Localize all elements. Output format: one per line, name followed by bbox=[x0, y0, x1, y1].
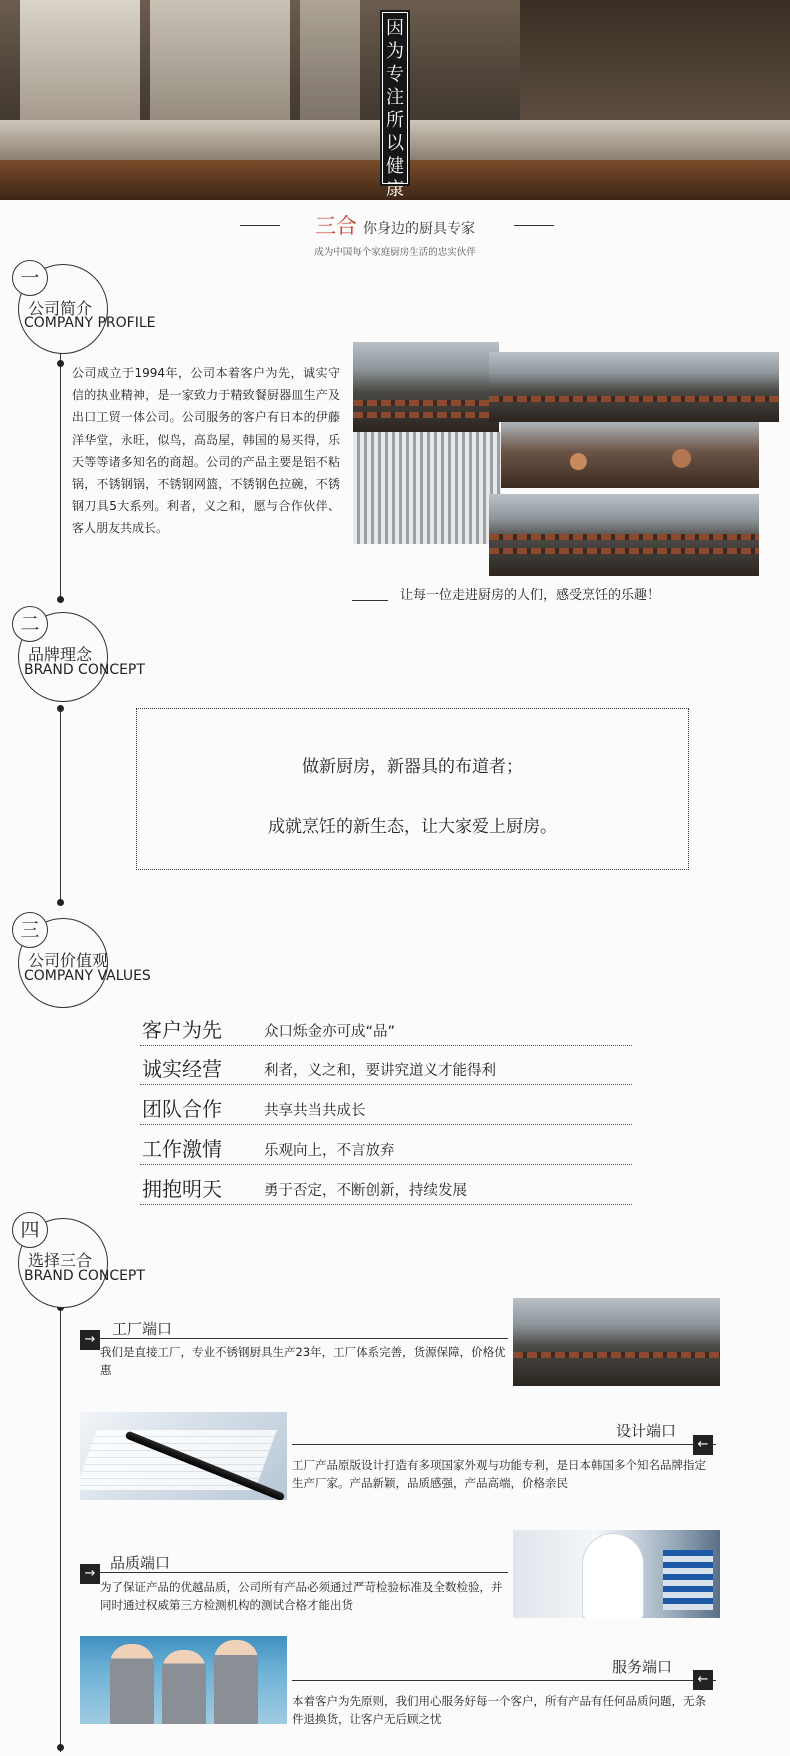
headline-subtitle: 成为中国每个家庭厨房生活的忠实伙伴 bbox=[314, 247, 476, 258]
value-row bbox=[140, 1047, 632, 1085]
section-number: 三 bbox=[12, 912, 48, 948]
section-number: 四 bbox=[12, 1212, 48, 1248]
arrow-right-icon[interactable]: → bbox=[80, 1564, 100, 1584]
value-row bbox=[140, 1087, 632, 1125]
port-rule bbox=[292, 1444, 716, 1445]
hero-window bbox=[20, 0, 140, 140]
timeline-dot bbox=[57, 899, 64, 906]
hero-banner-text: 因为专注所以健康 bbox=[386, 18, 404, 200]
section-number: 二 bbox=[12, 606, 48, 642]
hero-shelf bbox=[520, 0, 790, 120]
port-desc: 本着客户为先原则，我们用心服务好每一个客户，所有产品有任何品质问题，无条件退换货，让客户无后顾之忧 bbox=[292, 1694, 706, 1726]
port-rule bbox=[292, 1680, 716, 1681]
slogan-rule bbox=[352, 600, 388, 601]
factory-photo bbox=[353, 432, 501, 544]
headline bbox=[0, 210, 790, 240]
value-key: 诚实经营 bbox=[142, 1057, 222, 1081]
value-desc: 利者，义之和，要讲究道义才能得利 bbox=[264, 1063, 496, 1079]
value-row bbox=[140, 1008, 632, 1046]
hero-vertical-banner bbox=[382, 12, 408, 200]
timeline-line bbox=[60, 708, 61, 904]
timeline-dot bbox=[57, 705, 64, 712]
section-title-en: BRAND CONCEPT bbox=[24, 1268, 145, 1284]
timeline-line bbox=[60, 1300, 61, 1752]
quality-port-photo bbox=[513, 1530, 720, 1618]
value-desc: 乐观向上，不言放弃 bbox=[264, 1143, 395, 1159]
factory-photo bbox=[489, 494, 759, 576]
port-title: 品质端口 bbox=[110, 1554, 171, 1572]
design-port-photo bbox=[80, 1412, 287, 1500]
factory-photo bbox=[353, 342, 499, 432]
value-key: 团队合作 bbox=[142, 1097, 222, 1121]
value-key: 工作激情 bbox=[142, 1137, 222, 1161]
factory-photo bbox=[501, 422, 759, 488]
factory-port-photo bbox=[513, 1298, 720, 1386]
value-key: 拥抱明天 bbox=[142, 1177, 222, 1201]
section-title-en: COMPANY PROFILE bbox=[24, 315, 156, 331]
timeline-dot bbox=[57, 360, 64, 367]
timeline-dot bbox=[57, 596, 64, 603]
section-title-en: BRAND CONCEPT bbox=[24, 662, 145, 678]
hero-window bbox=[300, 0, 360, 140]
port-title: 工厂端口 bbox=[112, 1320, 173, 1338]
profile-slogan: 让每一位走进厨房的人们，感受烹饪的乐趣！ bbox=[400, 588, 661, 603]
section-title: 选择三合 bbox=[28, 1251, 93, 1270]
company-profile-text: 公司成立于1994年，公司本着客户为先，诚实守信的执业精神，是一家致力于精致餐厨器皿生产及出口工贸一体公司。公司服务的客户有日本的伊藤洋华堂，永旺，似鸟，高岛屋，韩国的易买得，乐天等等诸多知名的商超。公司的产品主要是铝不粘锅，不锈钢锅，不锈钢网篮，不锈钢色拉碗，不锈钢刀具5大系列。利者，义之和，愿与合作伙伴、客人朋友共成长。 bbox=[72, 366, 340, 536]
arrow-left-icon[interactable]: ← bbox=[693, 1435, 713, 1455]
section-number: 一 bbox=[12, 260, 48, 296]
brand-concept-box bbox=[136, 708, 689, 870]
value-desc: 勇于否定，不断创新，持续发展 bbox=[264, 1183, 467, 1199]
value-row bbox=[140, 1167, 632, 1205]
arrow-left-icon[interactable]: ← bbox=[693, 1670, 713, 1690]
concept-line-1: 做新厨房，新器具的布道者； bbox=[302, 757, 523, 777]
value-key: 客户为先 bbox=[142, 1018, 222, 1042]
hero-window bbox=[150, 0, 290, 140]
port-title: 设计端口 bbox=[616, 1422, 677, 1440]
timeline-line bbox=[60, 352, 61, 602]
factory-photo bbox=[489, 352, 779, 422]
port-desc: 为了保证产品的优越品质，公司所有产品必须通过严苛检验标准及全数检验，并同时通过权威第三方检测机构的测试合格才能出货 bbox=[100, 1580, 503, 1612]
headline-brand: 三合 bbox=[315, 214, 357, 238]
timeline-dot bbox=[57, 1744, 64, 1751]
hero-kitchen-image bbox=[0, 0, 790, 200]
section-title: 公司价值观 bbox=[28, 951, 109, 970]
service-port-photo bbox=[80, 1636, 287, 1724]
value-desc: 共享共当共成长 bbox=[264, 1103, 366, 1119]
port-title: 服务端口 bbox=[612, 1658, 673, 1676]
section-title: 公司简介 bbox=[28, 299, 93, 318]
value-row bbox=[140, 1127, 632, 1165]
port-rule bbox=[80, 1338, 508, 1339]
port-desc: 工厂产品原版设计打造有多项国家外观与功能专利，是日本韩国多个知名品牌指定生产厂家。产品新颖，品质感强，产品高端，价格亲民 bbox=[292, 1458, 706, 1490]
headline-title: 你身边的厨具专家 bbox=[363, 221, 475, 237]
port-desc: 我们是直接工厂，专业不锈钢厨具生产23年，工厂体系完善，货源保障，价格优惠 bbox=[100, 1345, 506, 1377]
section-title: 品牌理念 bbox=[28, 645, 93, 664]
arrow-right-icon[interactable]: → bbox=[80, 1330, 100, 1350]
section-title-en: COMPANY VALUES bbox=[24, 968, 151, 984]
concept-line-2: 成就烹饪的新生态，让大家爱上厨房。 bbox=[268, 817, 557, 837]
value-desc: 众口烁金亦可成“品” bbox=[264, 1024, 396, 1040]
port-rule bbox=[80, 1572, 508, 1573]
